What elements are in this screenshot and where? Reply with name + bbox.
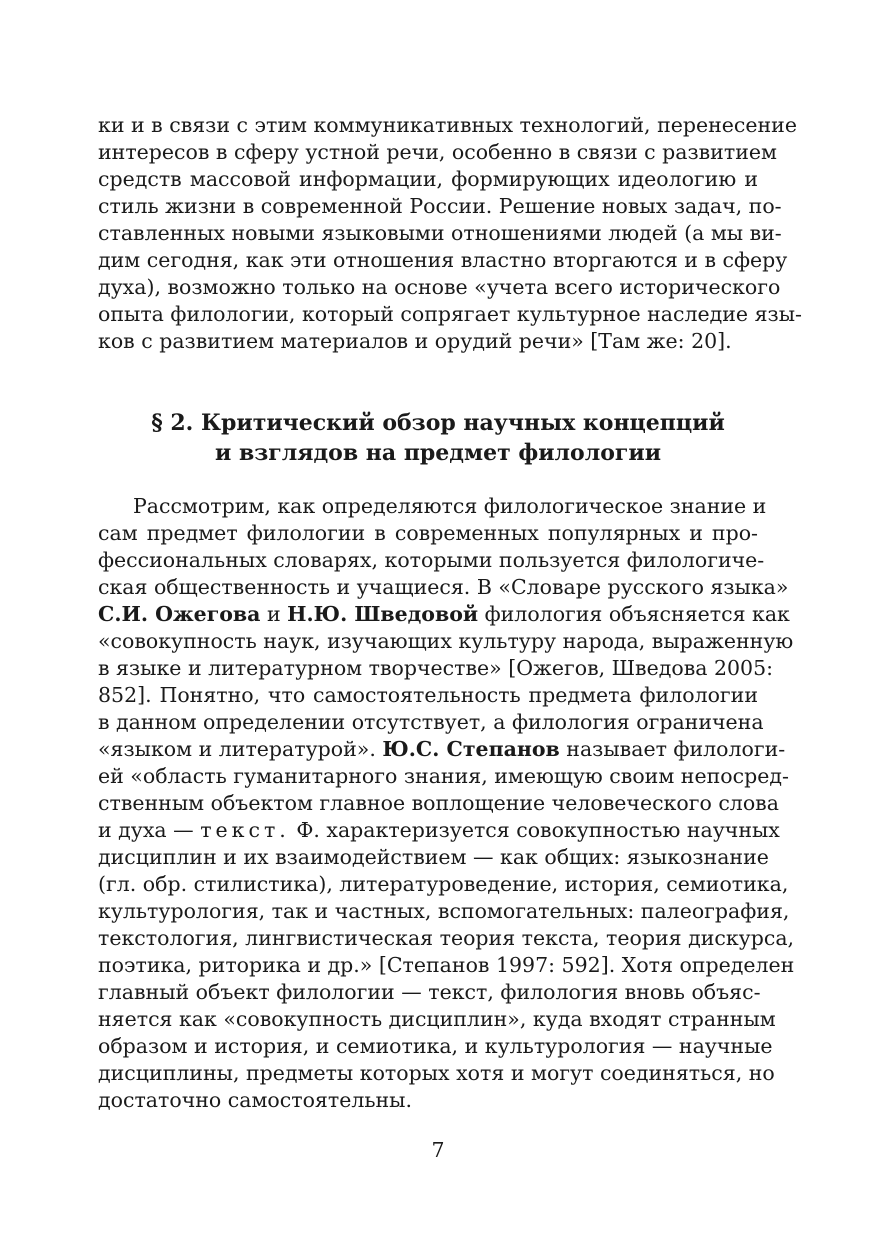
intro-line: дим сегодня, как эти отношения властно вторгаются и в сферу [98,248,788,272]
intro-line: ставленных новыми языковыми отношениями людей (а мы ви- [98,221,782,245]
body-line: «совокупность наук, изучающих культуру народа, выраженную [98,629,794,653]
body-line: дисциплин и их взаимодействием — как общих: языкознание [98,845,769,869]
body-line: в данном определении отсутствует, а филология ограничена [98,710,764,734]
body-line: няется как «совокупность дисциплин», куда входят странным [98,1007,776,1031]
body-line: достаточно самостоятельны. [98,1088,413,1112]
body-line: образом и история, и семиотика, и культурология — научные [98,1034,773,1058]
body-line: главный объект филологии — текст, филология вновь объяс- [98,980,761,1004]
author-name: С.И. Ожегова [98,602,261,626]
body-line: ственным объектом главное воплощение человеческого слова [98,791,779,815]
body-line: ская общественность и учащиеся. В «Словаре русского языка» [98,575,789,599]
emphasized-term: текст. [200,818,290,842]
intro-line: духа), возможно только на основе «учета всего исторического [98,275,781,299]
author-name: Н.Ю. Шведовой [287,602,479,626]
section-heading-line-1: § 2. Критический обзор научных концепций [151,410,725,436]
body-line: текстология, лингвистическая теория текста, теория дискурса, [98,926,795,950]
body-line: и духа — текст. Ф. характеризуется совокупностью научных [98,818,780,842]
body-line: дисциплины, предметы которых хотя и могут соединяться, но [98,1061,775,1085]
body-line: поэтика, риторика и др.» [Степанов 1997: 592]. Хотя определен [98,953,795,977]
page-number: 7 [431,1138,445,1162]
body-line: культурология, так и частных, вспомогательных: палеография, [98,899,790,923]
body-line: сам предмет филологии в современных популярных и про- [98,521,758,545]
intro-line: стиль жизни в современной России. Решение новых задач, по- [98,194,782,218]
intro-line: ков с развитием материалов и орудий речи» [Там же: 20]. [98,329,732,353]
body-line: в языке и литературном творчестве» [Ожегов, Шведова 2005: [98,656,774,680]
body-line: ей «область гуманитарного знания, имеющую своим непосред- [98,764,789,788]
body-line: 852]. Понятно, что самостоятельность предмета филологии [98,683,758,707]
intro-line: ки и в связи с этим коммуникативных технологий, перенесение [98,113,797,137]
body-line: фессиональных словарях, которыми пользуется филологиче- [98,548,765,572]
intro-line: опыта филологии, который сопрягает культурное наследие язы- [98,302,802,326]
intro-line: средств массовой информации, формирующих идеологию и [98,167,758,191]
intro-line: интересов в сферу устной речи, особенно в связи с развитием [98,140,777,164]
section-heading-line-2: и взглядов на предмет филологии [214,440,662,466]
body-line: (гл. обр. стилистика), литературоведение, история, семиотика, [98,872,789,896]
body-line: С.И. Ожегова и Н.Ю. Шведовой филология объясняется как [98,602,790,626]
body-line: «языком и литературой». Ю.С. Степанов называет филологи- [98,737,786,761]
author-name: Ю.С. Степанов [382,737,560,761]
body-line: Рассмотрим, как определяются филологическое знание и [133,494,767,518]
